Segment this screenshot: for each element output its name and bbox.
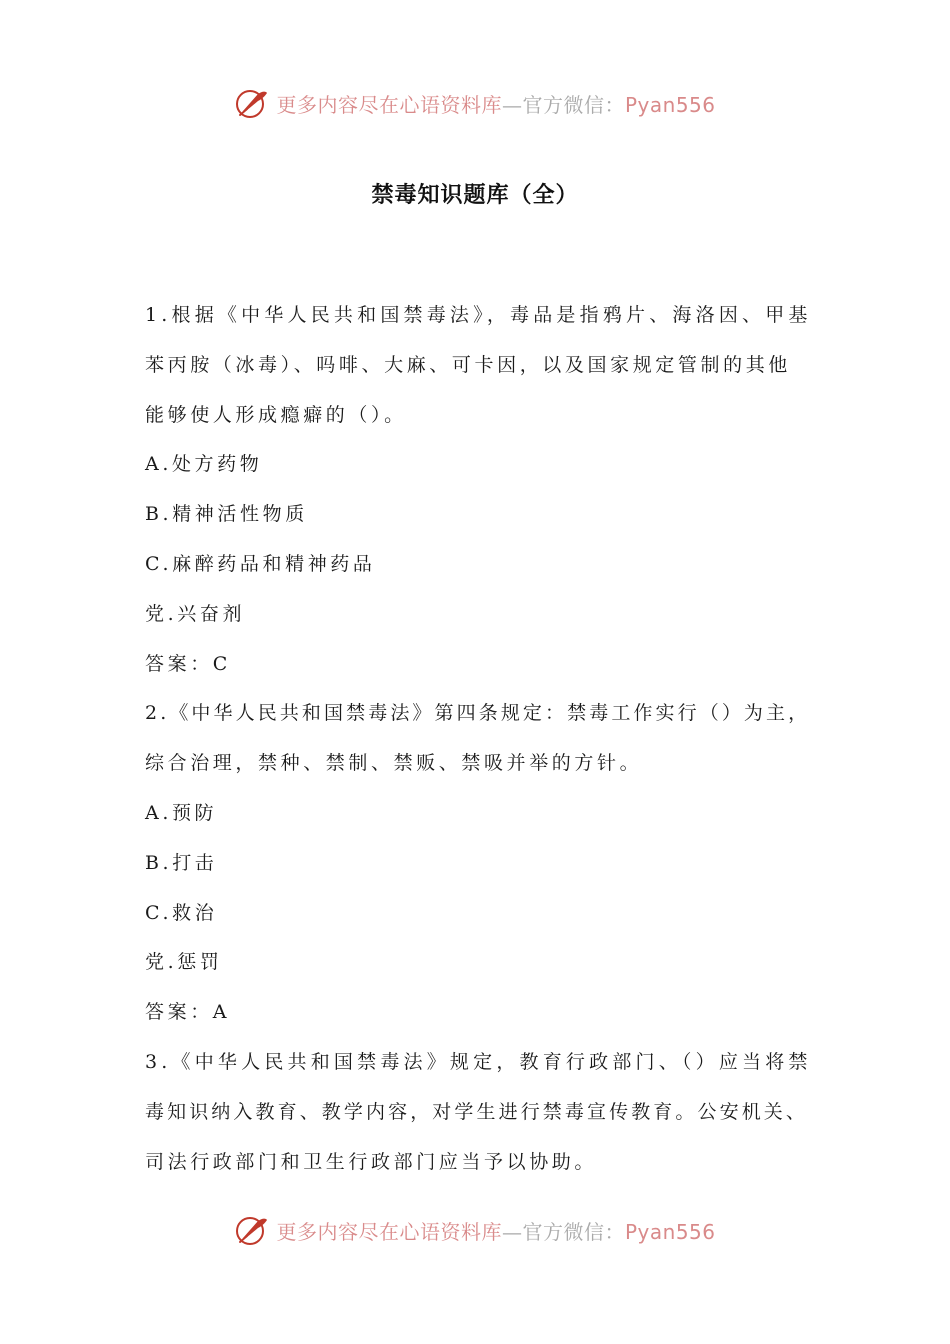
question-list [145,291,835,1187]
question-1-line-3: 能够使人形成瘾癖的（）。 [145,403,407,426]
watermark-header [0,81,950,125]
quill-logo-icon [234,1212,270,1248]
question-1-answer: 答案：C [145,652,231,675]
question-1-line-1: 1.根据《中华人民共和国禁毒法》，毒品是指鸦片、海洛因、甲基 [145,304,812,326]
watermark-official: —官方微信： [501,92,625,117]
question-2-option-d: 党.惩罚 [145,951,223,974]
watermark-text [276,1216,715,1245]
question-3-line-2: 毒知识纳入教育、教学内容，对学生进行禁毒宣传教育。公安机关、 [145,1100,809,1123]
watermark-official: —官方微信： [501,1219,625,1244]
question-1-line-2: 苯丙胺（冰毒）、吗啡、大麻、可卡因，以及国家规定管制的其他 [145,353,791,376]
question-1-option-d: 党.兴奋剂 [145,602,246,625]
watermark-wechat-id: Pyan556 [624,1219,716,1244]
watermark-site: 更多内容尽在心语资料库 [276,1219,502,1244]
quill-logo-icon [234,85,270,121]
watermark-site: 更多内容尽在心语资料库 [276,92,502,117]
watermark-wechat-id: Pyan556 [624,92,716,117]
question-1-option-b: B.精神活性物质 [145,503,308,526]
question-2-line-1: 2.《中华人民共和国禁毒法》第四条规定：禁毒工作实行（）为主， [145,702,811,725]
question-2-option-a: A.预防 [145,801,218,824]
question-2-answer: 答案：A [145,1001,231,1024]
watermark-text [276,89,715,118]
question-1-option-c: C.麻醉药品和精神药品 [145,552,376,575]
question-2-option-c: C.救治 [145,901,218,924]
question-2-option-b: B.打击 [145,851,218,874]
question-1-option-a: A.处方药物 [145,453,263,476]
question-2-line-2: 综合治理，禁种、禁制、禁贩、禁吸并举的方针。 [145,752,643,775]
question-3-line-1: 3.《中华人民共和国禁毒法》规定，教育行政部门、（）应当将禁 [145,1050,812,1073]
document-title: 禁毒知识题库（全） [371,182,579,208]
question-3-line-3: 司法行政部门和卫生行政部门应当予以协助。 [145,1150,598,1173]
watermark-footer [0,1208,950,1252]
